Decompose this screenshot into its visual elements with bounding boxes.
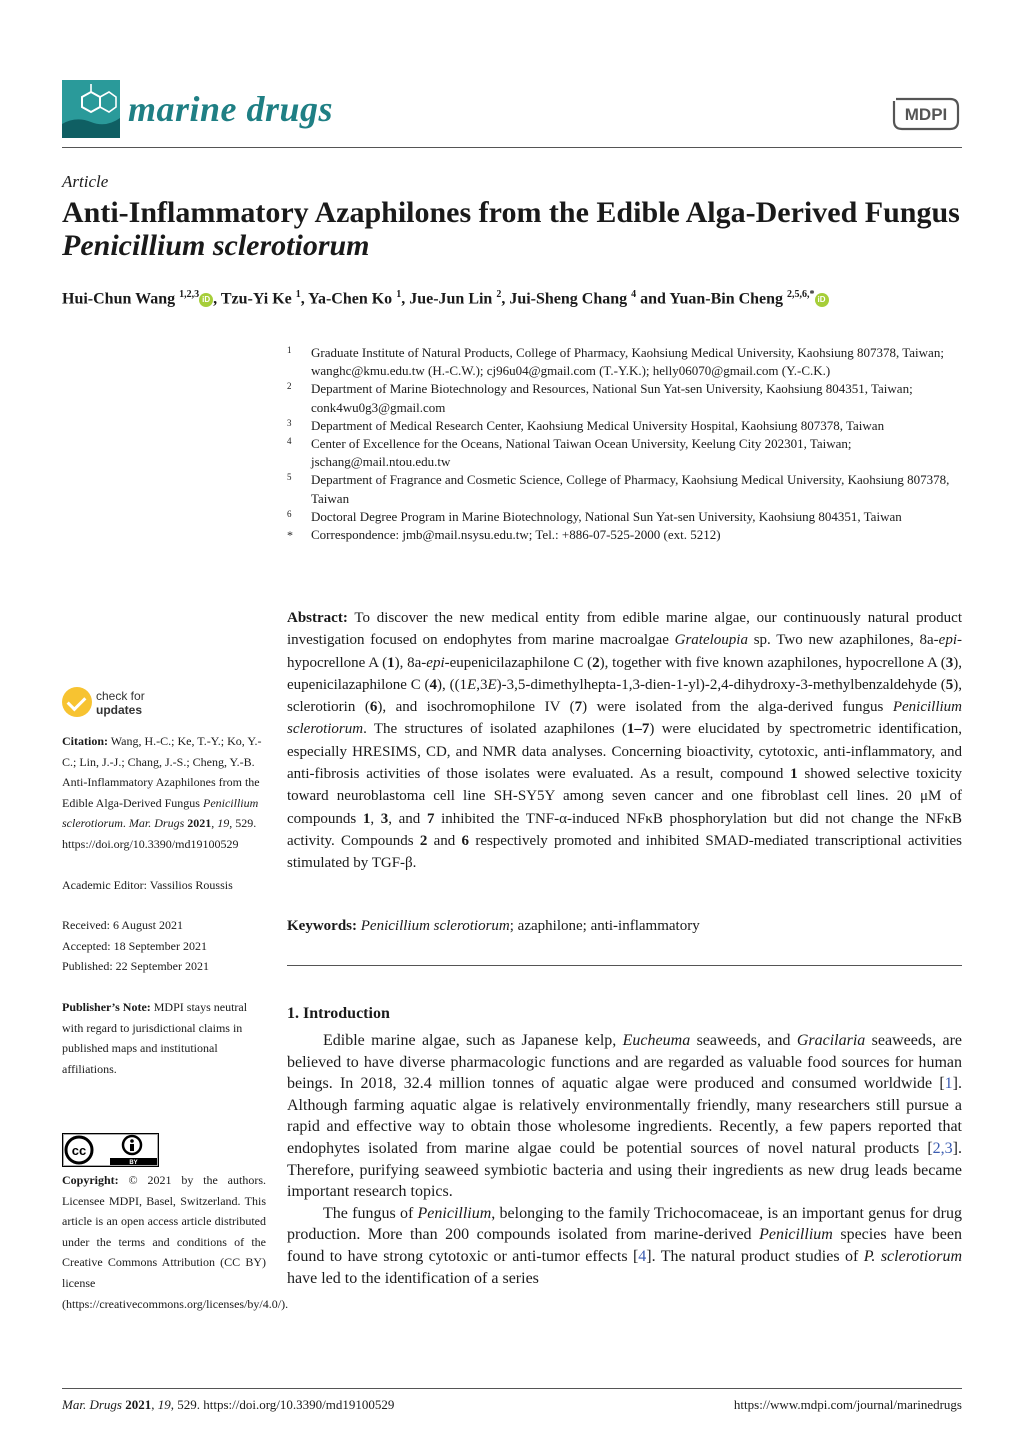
intro-body — [287, 1030, 962, 1289]
citation-link[interactable]: 2,3 — [932, 1139, 953, 1157]
header-divider — [62, 147, 962, 148]
keywords: Keywords: Penicillium sclerotiorum; azaphilone; anti-inflammatory — [287, 918, 700, 934]
author-affiliation-sup: 2,5,6,* — [787, 289, 815, 300]
dates-block — [62, 915, 266, 977]
affiliation-number: 4 — [287, 436, 292, 447]
journal-name: marine drugs — [128, 89, 334, 129]
author-name[interactable]: Jue-Jun Lin — [409, 290, 493, 308]
journal-logo-icon — [62, 80, 120, 138]
affiliation-text: Department of Marine Biotechnology and Resources, National Sun Yat-sen University, Kaohsiung 804351, Taiwan; conk4wu0g3@gmail.com — [311, 381, 913, 415]
check-updates-label: check for — [96, 689, 145, 703]
author-affiliation-sup: 2 — [496, 289, 502, 300]
author-name[interactable]: Tzu-Yi Ke — [220, 290, 292, 308]
affiliation-item — [287, 508, 967, 526]
affiliation-number: 3 — [287, 417, 292, 428]
mdpi-logo-icon[interactable] — [890, 95, 962, 133]
affiliation-number: 6 — [287, 508, 292, 519]
received-date: Received: 6 August 2021 — [62, 918, 183, 933]
svg-text:cc: cc — [71, 1143, 87, 1158]
journal-url-link[interactable]: https://www.mdpi.com/journal/marinedrugs — [733, 1397, 962, 1412]
affiliation-number: 5 — [287, 472, 292, 483]
publisher-name: MDPI — [904, 105, 948, 124]
author-name[interactable]: Yuan-Bin Cheng — [669, 290, 784, 308]
affiliation-text: Center of Excellence for the Oceans, National Taiwan Ocean University, Keelung City 202301, Taiwan; jschang@mail.ntou.edu.tw — [311, 436, 852, 470]
correspondence — [287, 526, 967, 544]
footer-divider — [62, 1388, 962, 1389]
check-for-updates-button[interactable] — [62, 687, 212, 721]
svg-text:BY: BY — [129, 1160, 138, 1166]
author-affiliation-sup: 1 — [396, 289, 402, 300]
article-title — [62, 196, 962, 262]
author-affiliation-sup: 1,2,3 — [179, 289, 200, 300]
keywords-label: Keywords: — [287, 918, 357, 934]
affiliation-item — [287, 380, 967, 416]
sidebar-metadata — [62, 731, 266, 1099]
published-date: Published: 22 September 2021 — [62, 959, 209, 974]
affiliation-text: Doctoral Degree Program in Marine Biotechnology, National Sun Yat-sen University, Kaohsiung 804351, Taiwan — [311, 508, 902, 524]
abstract-label: Abstract: — [287, 610, 348, 626]
affiliation-list — [287, 344, 967, 544]
affiliation-number: 2 — [287, 381, 292, 392]
abstract-divider — [287, 965, 962, 966]
section-heading: 1. Introduction — [287, 1005, 390, 1022]
academic-editor: Academic Editor: Vassilios Roussis — [62, 877, 233, 892]
abstract: Abstract: To discover the new medical entity from edible marine algae, our continuously natural product investigation focused on endophytes from marine macroalgae Grateloupia sp. Two new azaphilones, 8a-epi-hypocrellone A (1), 8a-epi-eupenicilazaphilone C (2), together with five known azaphilones, hypocrellone A (3), eupenicilazaphilone C (4), ((1E,3E)-3,5-dimethylhepta-1,3-dien-1-yl)-2,4-dihydroxy-3-methylbenzaldehyde (5), sclerotiorin (6), and isochromophilone IV (7) were isolated from the alga-derived fungus Penicillium sclerotiorum. The structures of isolated azaphilones (1–7) were elucidated by spectrometric identification, especially HRESIMS, CD, and NMR data analyses. Concerning bioactivity, cytotoxic, anti-inflammatory, and anti-fibrosis activities of those isolates were evaluated. As a result, compound 1 showed selective toxicity toward neuroblastoma cell line SH-SY5Y among seven cancer and one fibroblast cell lines. 20 μM of compounds 1, 3, and 7 inhibited the TNF-α-induced NFκB phosphorylation but did not change the NFκB activity. Compounds 2 and 6 respectively promoted and inhibited SMAD-mediated transcriptional activities stimulated by TGF-β. — [287, 610, 962, 872]
correspondence-text: Correspondence: jmb@mail.nsysu.edu.tw; Tel.: +886-07-525-2000 (ext. 5212) — [311, 527, 721, 543]
affiliation-item — [287, 417, 967, 435]
affiliation-text: Graduate Institute of Natural Products, College of Pharmacy, Kaohsiung Medical University, Kaohsiung 807378, Taiwan; wanghc@kmu.edu.tw (H.-C.W.); cj96u04@gmail.com (T.-Y.K.); helly06070@gmail.com (Y.-C.K.) — [311, 345, 944, 379]
check-updates-label-bold: updates — [96, 703, 143, 717]
citation-block: Citation: Wang, H.-C.; Ke, T.-Y.; Ko, Y.-C.; Lin, J.-J.; Chang, J.-S.; Cheng, Y.-B. Anti-Inflammatory Azaphilones from the Edible Alga-Derived Fungus Penicillium sclerotiorum. Mar. Drugs 2021, 19, 529. https://doi.org/10.3390/md19100529 — [62, 734, 262, 851]
copyright-notice: Copyright: © 2021 by the authors. Licensee MDPI, Basel, Switzerland. This article is an open access article distributed under the terms and conditions of the Creative Commons Attribution (CC BY) license (https://creativecommons.org/licenses/by/4.0/). — [62, 1173, 289, 1311]
accepted-date: Accepted: 18 September 2021 — [62, 938, 207, 953]
citation-link[interactable]: 1 — [944, 1075, 953, 1093]
publisher-note: Publisher’s Note: MDPI stays neutral with regard to jurisdictional claims in published maps and institutional affiliations. — [62, 999, 248, 1076]
affiliation-item — [287, 344, 967, 380]
orcid-icon[interactable]: iD — [815, 293, 829, 307]
author-name[interactable]: Jui-Sheng Chang — [509, 290, 628, 308]
affiliation-number: 1 — [287, 345, 292, 355]
article-title-species: Penicillium sclerotiorum — [62, 229, 370, 262]
author-list: Hui-Chun Wang $^{1,2,3}$ iD , Tzu-Yi Ke $^1$, Ya-Chen Ko $^1$, Jue-Jun Lin $^2$, Jui-Sheng Chang $^4$ and Yuan-Bin Cheng $^{2,5,6,*}$ iD — [62, 289, 962, 308]
affiliation-text: Department of Medical Research Center, Kaohsiung Medical University Hospital, Kaohsiung 807378, Taiwan — [311, 417, 885, 433]
article-title-main: Anti-Inflammatory Azaphilones from the Edible Alga-Derived Fungus — [62, 196, 960, 229]
citation-link[interactable]: 4 — [638, 1247, 647, 1265]
checkmark-icon — [62, 687, 92, 717]
author-name[interactable]: Ya-Chen Ko — [308, 290, 393, 308]
affiliation-text: Department of Fragrance and Cosmetic Science, College of Pharmacy, Kaohsiung Medical University, Kaohsiung 807378, Taiwan — [311, 472, 950, 506]
author-name[interactable]: Hui-Chun Wang — [62, 290, 176, 308]
paragraph: Edible marine algae, such as Japanese kelp, Eucheuma seaweeds, and Gracilaria seaweeds, are believed to have diverse pharmacologic functions and are regarded as valuable food sources for human beings. In 2018, 32.4 million tonnes of aquatic algae were produced and consumed worldwide [1]. Although farming aquatic algae is relatively environmentally friendly, many researchers still pursue a rapid and effective way to obtain those wholesome ingredients. Recently, a few papers reported that endophytes isolated from marine algae could be potential sources of novel natural products [2,3]. Therefore, purifying seaweed symbiotic bacteria and using their ingredients as new drug leads became important research topics. — [287, 1032, 962, 1201]
article-type: Article — [62, 172, 109, 191]
affiliation-item — [287, 435, 967, 471]
orcid-icon[interactable]: iD — [199, 293, 213, 307]
footer-citation: Mar. Drugs 2021, 19, 529. https://doi.org/10.3390/md19100529 — [62, 1397, 395, 1412]
paragraph: The fungus of Penicillium, belonging to the family Trichocomaceae, is an important genus for drug production. More than 200 compounds isolated from marine-derived Penicillium species have been found to have strong cytotoxic or anti-tumor effects [4]. The natural product studies of P. sclerotiorum have led to the identification of a series — [287, 1204, 963, 1287]
correspondence-mark: * — [287, 528, 293, 543]
author-affiliation-sup: 1 — [295, 289, 301, 300]
cc-by-license-icon[interactable] — [62, 1133, 159, 1167]
author-affiliation-sup: 4 — [631, 289, 637, 300]
affiliation-item — [287, 471, 967, 507]
